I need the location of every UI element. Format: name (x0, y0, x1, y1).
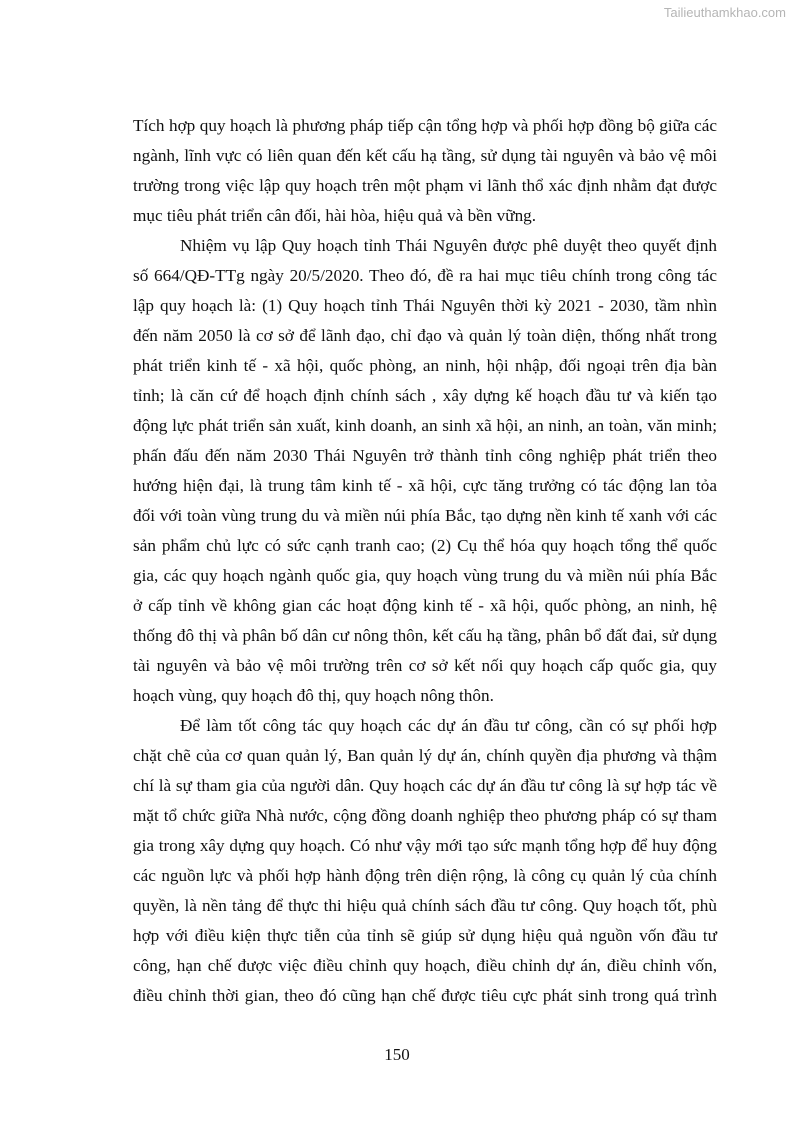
text-line: số 664/QĐ-TTg ngày 20/5/2020. Theo đó, đề ra hai mục tiêu chính trong công tác (133, 266, 717, 285)
paragraph (133, 231, 717, 711)
text-line: quyền, là nền tảng để thực thi hiệu quả chính sách đầu tư công. Quy hoạch tốt, phù (133, 896, 717, 915)
paragraph (133, 711, 717, 1011)
text-line: chí là sự tham gia của người dân. Quy hoạch các dự án đầu tư công là sự hợp tác về (133, 776, 717, 795)
text-line: gia trong xây dựng quy hoạch. Có như vậy mới tạo sức mạnh tổng hợp để huy động (133, 836, 717, 855)
text-line: Tích hợp quy hoạch là phương pháp tiếp cận tổng hợp và phối hợp đồng bộ giữa các (133, 116, 717, 135)
text-line: đến năm 2050 là cơ sở để lãnh đạo, chỉ đạo và quản lý toàn diện, thống nhất trong (133, 326, 717, 345)
text-line: hợp với điều kiện thực tiễn của tỉnh sẽ giúp sử dụng hiệu quả nguồn vốn đầu tư (133, 926, 717, 945)
page-number: 150 (384, 1045, 410, 1064)
text-line: phát triển kinh tế - xã hội, quốc phòng, an ninh, hội nhập, đối ngoại trên địa bàn (133, 356, 717, 375)
text-line: hướng hiện đại, là trung tâm kinh tế - xã hội, cực tăng trưởng có tác động lan tỏa (133, 476, 717, 495)
text-line: lập quy hoạch là: (1) Quy hoạch tỉnh Thái Nguyên thời kỳ 2021 - 2030, tầm nhìn (133, 296, 717, 315)
document-body (133, 111, 717, 1011)
watermark: Tailieuthamkhao.com (663, 5, 786, 20)
paragraph (133, 111, 717, 231)
text-line: Để làm tốt công tác quy hoạch các dự án đầu tư công, cần có sự phối hợp (180, 716, 717, 735)
text-line: sản phẩm chủ lực có sức cạnh tranh cao; (2) Cụ thể hóa quy hoạch tổng thể quốc (133, 536, 717, 555)
text-line: phấn đấu đến năm 2030 Thái Nguyên trở thành tỉnh công nghiệp phát triển theo (133, 446, 717, 465)
text-line: hoạch vùng, quy hoạch đô thị, quy hoạch nông thôn. (133, 686, 494, 705)
text-line: điều chỉnh thời gian, theo đó cũng hạn chế được tiêu cực phát sinh trong quá trình (133, 986, 717, 1005)
text-line: tài nguyên và bảo vệ môi trường trên cơ sở kết nối quy hoạch cấp quốc gia, quy (133, 656, 717, 675)
text-line: đối với toàn vùng trung du và miền núi phía Bắc, tạo dựng nền kinh tế xanh với các (133, 506, 717, 525)
text-line: trường trong việc lập quy hoạch trên một phạm vi lãnh thổ xác định nhằm đạt được (133, 176, 717, 195)
text-line: ở cấp tỉnh về không gian các hoạt động kinh tế - xã hội, quốc phòng, an ninh, hệ (133, 596, 717, 615)
text-line: tỉnh; là căn cứ để hoạch định chính sách , xây dựng kế hoạch đầu tư và kiến tạo (133, 386, 717, 405)
text-line: mặt tổ chức giữa Nhà nước, cộng đồng doanh nghiệp theo phương pháp có sự tham (133, 806, 717, 825)
text-line: các nguồn lực và phối hợp hành động trên diện rộng, là công cụ quản lý của chính (133, 866, 717, 885)
text-line: ngành, lĩnh vực có liên quan đến kết cấu hạ tầng, sử dụng tài nguyên và bảo vệ môi (133, 146, 717, 165)
text-line: động lực phát triển sản xuất, kinh doanh, an sinh xã hội, an ninh, an toàn, văn minh; (133, 416, 717, 435)
text-line: mục tiêu phát triển cân đối, hài hòa, hiệu quả và bền vững. (133, 206, 537, 225)
text-line: chặt chẽ của cơ quan quản lý, Ban quản lý dự án, chính quyền địa phương và thậm (133, 746, 717, 765)
text-line: công, hạn chế được việc điều chỉnh quy hoạch, điều chỉnh dự án, điều chỉnh vốn, (133, 956, 717, 975)
text-line: thống đô thị và phân bố dân cư nông thôn, kết cấu hạ tầng, phân bổ đất đai, sử dụng (133, 626, 717, 645)
text-line: Nhiệm vụ lập Quy hoạch tỉnh Thái Nguyên được phê duyệt theo quyết định (180, 236, 717, 255)
text-line: gia, các quy hoạch ngành quốc gia, quy hoạch vùng trung du và miền núi phía Bắc (133, 566, 717, 585)
